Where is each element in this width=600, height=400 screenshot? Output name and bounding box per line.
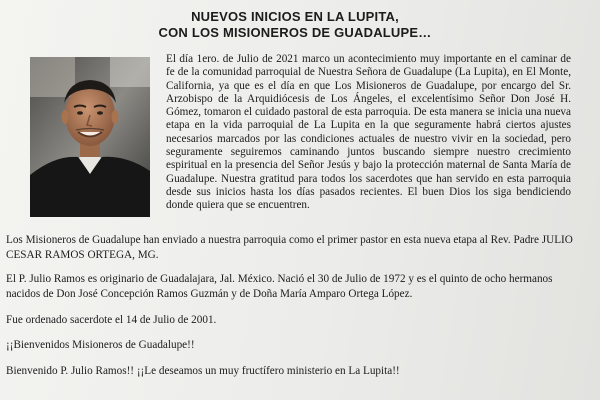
closing-paragraph: Bienvenido P. Julio Ramos!! ¡¡Le deseamos un muy fructífero ministerio en La Lupita!! bbox=[6, 365, 400, 377]
priest-portrait-photo bbox=[30, 57, 150, 217]
article-title-line-1: NUEVOS INICIOS EN LA LUPITA, bbox=[191, 9, 399, 24]
ordination-paragraph: Fue ordenado sacerdote el 14 de Julio de 2001. bbox=[6, 314, 217, 326]
portrait-image bbox=[30, 57, 150, 217]
article-title bbox=[150, 9, 440, 41]
welcome-missionaries-paragraph: ¡¡Bienvenidos Misioneros de Guadalupe!! bbox=[6, 339, 195, 351]
pastor-announcement-paragraph: Los Misioneros de Guadalupe han enviado a nuestra parroquia como el primer pastor en esta nueva etapa al Rev. Padre JULIO CESAR RAMOS ORTEGA, MG. bbox=[6, 234, 573, 261]
priest-origin-paragraph: El P. Julio Ramos es originario de Guadalajara, Jal. México. Nació el 30 de Julio de 1972 y es el quinto de ocho hermanos nacidos de Don José Concepción Ramos Guzmán y de Doña María Amparo Ortega López. bbox=[6, 273, 553, 300]
article-title-line-2: CON LOS MISIONEROS DE GUADALUPE… bbox=[158, 25, 432, 40]
intro-paragraph: El día 1ero. de Julio de 2021 marco un acontecimiento muy importante en el caminar de fe de la comunidad parroquial de Nuestra Señora de Guadalupe (La Lupita), en El Monte, California, ya que es el día en que Los Misioneros de Guadalupe, por encargo del Sr. Arzobispo de la Arquidiócesis de Los Ángeles, el excelentísimo Señor Don José H. Gómez, tomaron el cuidado pastoral de esta parroquia. De esta manera se inicia una nueva etapa en la vida parroquial de La Lupita en la que seguramente habrá ciertos ajustes necesarios marcados por las condiciones actuales de nuestro vivir en la sociedad, pero seguramente seguiremos caminando juntos buscando siempre nuestro crecimiento espiritual en la presencia del Señor Jesús y bajo la protección maternal de Santa María de Guadalupe. Nuestra gratitud para todos los sacerdotes que han servido en esta parroquia desde sus inicios hasta los días pasados recientes. El buen Dios los siga bendiciendo donde quiera que se encuentren. bbox=[166, 53, 571, 212]
